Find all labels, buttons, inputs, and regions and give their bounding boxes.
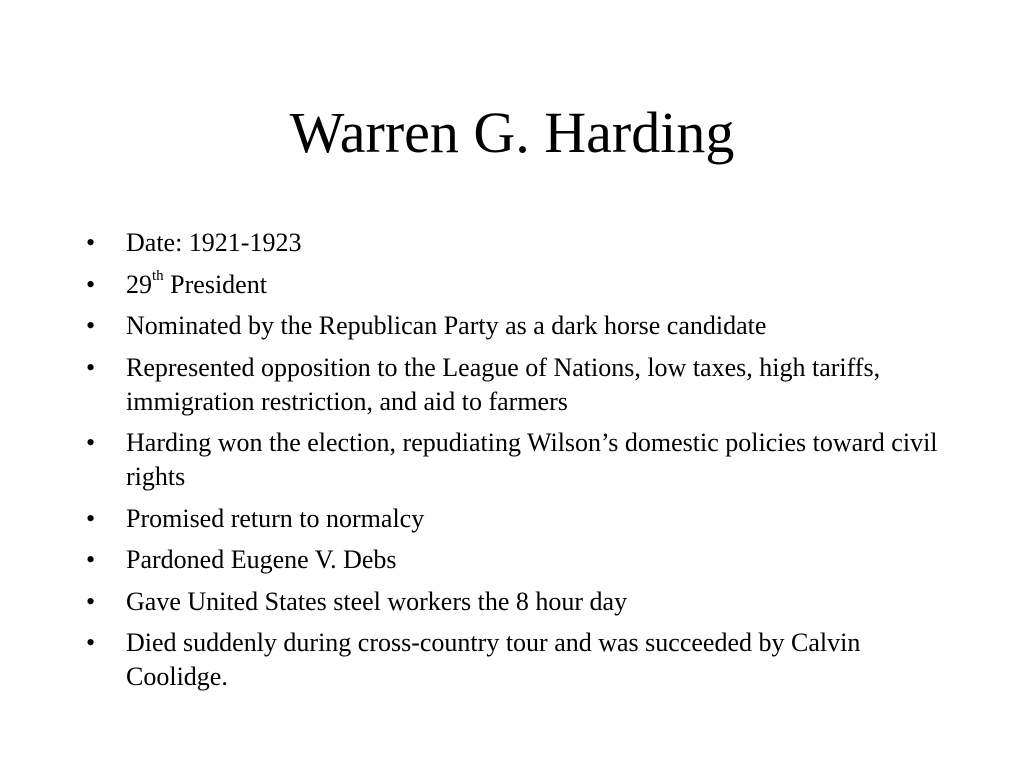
bullet-text: Represented opposition to the League of Nations, low taxes, high tariffs, immigration restriction, and aid to farmers bbox=[126, 352, 881, 416]
list-item bbox=[86, 309, 946, 343]
list-item bbox=[86, 226, 946, 260]
bullet-icon: • bbox=[86, 503, 96, 533]
bullet-list bbox=[86, 226, 946, 702]
bullet-icon: • bbox=[86, 545, 96, 574]
bullet-icon: • bbox=[86, 352, 96, 382]
list-item bbox=[86, 351, 946, 419]
list-item bbox=[86, 626, 946, 694]
ordinal-superscript: th bbox=[152, 267, 164, 284]
list-item bbox=[86, 585, 946, 619]
list-item bbox=[86, 543, 946, 577]
slide-title: Warren G. Harding bbox=[289, 100, 735, 165]
bullet-icon: • bbox=[86, 311, 96, 340]
bullet-text: Gave United States steel workers the 8 hour day bbox=[126, 586, 628, 616]
bullet-icon: • bbox=[86, 228, 96, 257]
bullet-icon: • bbox=[86, 586, 96, 616]
bullet-text: Pardoned Eugene V. Debs bbox=[126, 545, 397, 574]
bullet-icon: • bbox=[86, 628, 96, 657]
bullet-text: Harding won the election, repudiating Wilson’s domestic policies toward civil rights bbox=[126, 428, 938, 491]
bullet-icon: • bbox=[86, 269, 96, 299]
bullet-icon: • bbox=[86, 428, 96, 457]
list-item bbox=[86, 268, 946, 302]
bullet-text: Nominated by the Republican Party as a dark horse candidate bbox=[126, 311, 767, 340]
bullet-text: 29 bbox=[126, 269, 152, 299]
bullet-text: Died suddenly during cross-country tour and was succeeded by Calvin Coolidge. bbox=[126, 628, 861, 691]
bullet-text: Promised return to normalcy bbox=[126, 503, 425, 533]
bullet-text: Date: 1921-1923 bbox=[126, 228, 302, 257]
list-item bbox=[86, 502, 946, 536]
bullet-text-suffix: President bbox=[163, 269, 267, 299]
list-item bbox=[86, 426, 946, 494]
